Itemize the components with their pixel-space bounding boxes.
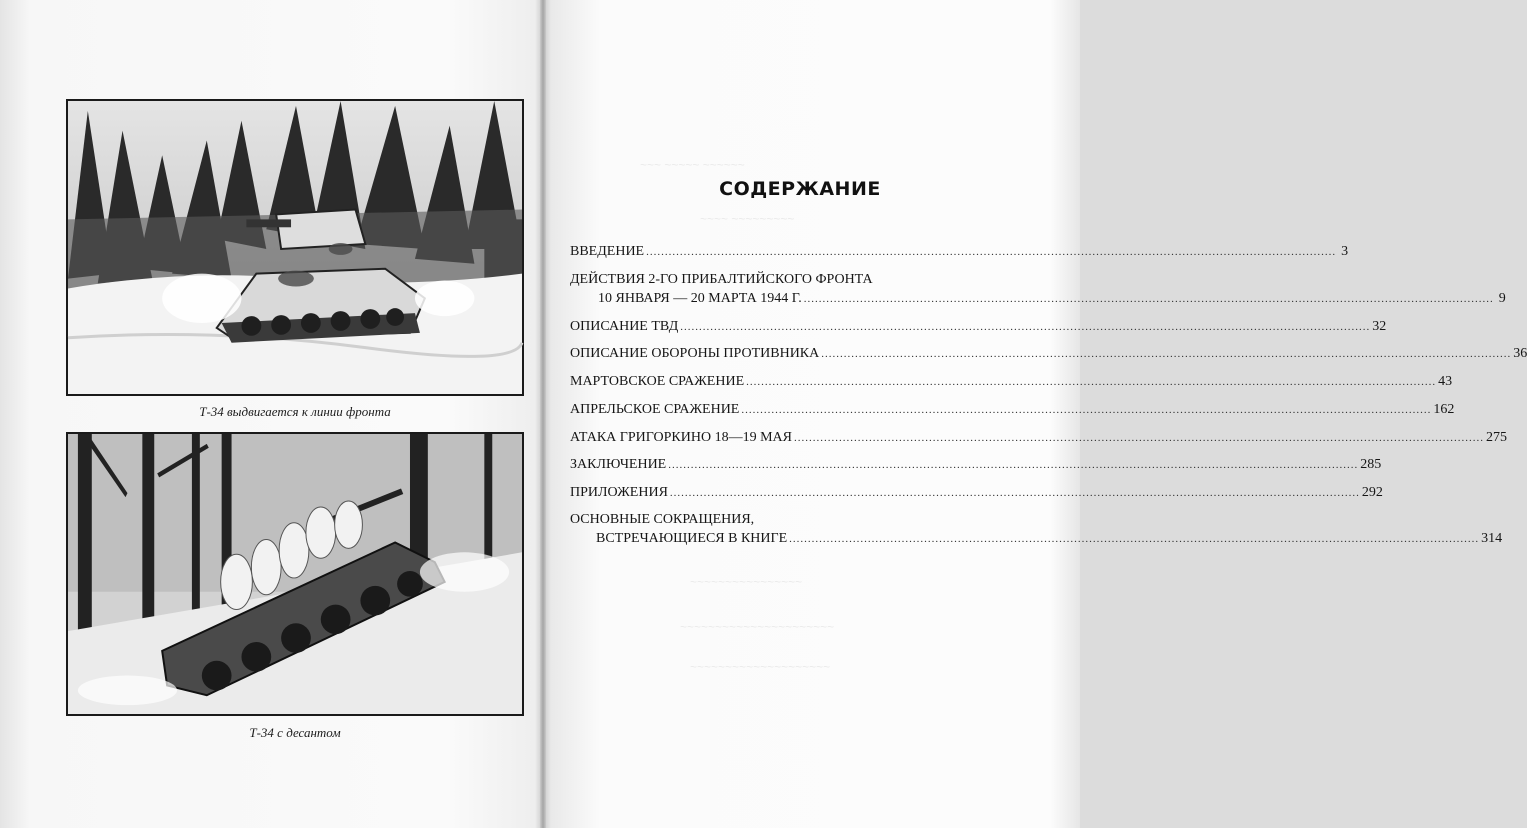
toc-leader-dots: ........................................................................................................................................................................................	[803, 293, 1494, 305]
toc-leader-dots: ........................................................................................................................................................................................	[746, 376, 1437, 388]
toc-entry-title: ДЕЙСТВИЯ 2-ГО ПРИБАЛТИЙСКОГО ФРОНТА	[570, 272, 873, 287]
toc-entry-page: 285	[1360, 457, 1382, 472]
toc-entry-title: ЗАКЛЮЧЕНИЕ	[570, 457, 667, 472]
toc-leader-dots: ........................................................................................................................................................................................	[680, 321, 1371, 333]
tank-with-infantry-photo	[66, 432, 524, 716]
bleed-through-text: ~~~~ ~~~~~~~~~	[700, 212, 795, 226]
tank-in-snow-photo	[66, 99, 524, 396]
toc-entry-title: МАРТОВСКОЕ СРАЖЕНИЕ	[570, 374, 745, 389]
toc-leader-dots: ........................................................................................................................................................................................	[741, 404, 1432, 416]
toc-entry	[570, 373, 1453, 391]
toc-entry-title: ВВЕДЕНИЕ	[570, 244, 645, 259]
toc-entry-page: 275	[1486, 430, 1507, 445]
toc-entry-title: ОПИСАНИЕ ОБОРОНЫ ПРОТИВНИКА	[570, 346, 820, 361]
toc-entry	[570, 318, 1387, 336]
toc-entry	[570, 456, 1382, 474]
toc-entry	[570, 484, 1383, 502]
toc-entry-continuation: 10 ЯНВАРЯ — 20 МАРТА 1944 Г.	[598, 291, 802, 306]
toc-leader-dots: ........................................................................................................................................................................................	[789, 533, 1480, 545]
toc-entry-page: 43	[1438, 374, 1453, 389]
toc-leader-dots: ........................................................................................................................................................................................	[668, 459, 1359, 471]
toc-entry-page: 3	[1341, 244, 1349, 259]
toc-entry-title: ОПИСАНИЕ ТВД	[570, 319, 679, 334]
toc-entry-title: ПРИЛОЖЕНИЯ	[570, 485, 668, 500]
toc-entry	[570, 429, 1507, 447]
toc-leader-dots: ........................................................................................................................................................................................	[646, 246, 1337, 258]
toc-entry	[570, 345, 1527, 363]
book-gutter	[540, 0, 546, 828]
bleed-through-text: ~~~~~~~~~~~~~~~~~~~~	[690, 660, 831, 674]
photo-caption: Т-34 выдвигается к линии фронта	[199, 404, 391, 419]
page-title: СОДЕРЖАНИЕ	[719, 178, 881, 200]
bleed-through-text: ~~~~~~~~~~~~~~~~~~~~~~	[680, 620, 835, 634]
toc-entry-page: 314	[1481, 531, 1503, 546]
toc-entry	[570, 243, 1349, 261]
toc-leader-dots: ........................................................................................................................................................................................	[794, 432, 1484, 444]
toc-entry-page: 162	[1433, 402, 1455, 417]
toc-entry-title: ОСНОВНЫЕ СОКРАЩЕНИЯ,	[570, 512, 755, 527]
toc-entry	[596, 530, 1503, 548]
toc-entry-continuation: ВСТРЕЧАЮЩИЕСЯ В КНИГЕ	[596, 531, 788, 546]
toc-leader-dots: ........................................................................................................................................................................................	[669, 487, 1360, 499]
toc-entry-title: АТАКА ГРИГОРКИНО 18—19 МАЯ	[570, 430, 792, 445]
toc-entry-page: 36	[1513, 346, 1527, 361]
photo-caption: Т-34 с десантом	[249, 725, 341, 740]
bleed-through-text: ~~~~~~~~~~~~~~~~	[690, 575, 803, 589]
toc-entry-page: 292	[1361, 485, 1383, 500]
bleed-through-text: ~~~ ~~~~~ ~~~~~~	[640, 158, 745, 172]
toc-entry-page: 9	[1498, 291, 1506, 306]
toc-entry-page: 32	[1372, 319, 1387, 334]
toc-leader-dots: ........................................................................................................................................................................................	[821, 348, 1512, 360]
toc-entry	[598, 290, 1506, 308]
toc-entry-title: АПРЕЛЬСКОЕ СРАЖЕНИЕ	[570, 402, 740, 417]
toc-entry	[570, 401, 1455, 419]
